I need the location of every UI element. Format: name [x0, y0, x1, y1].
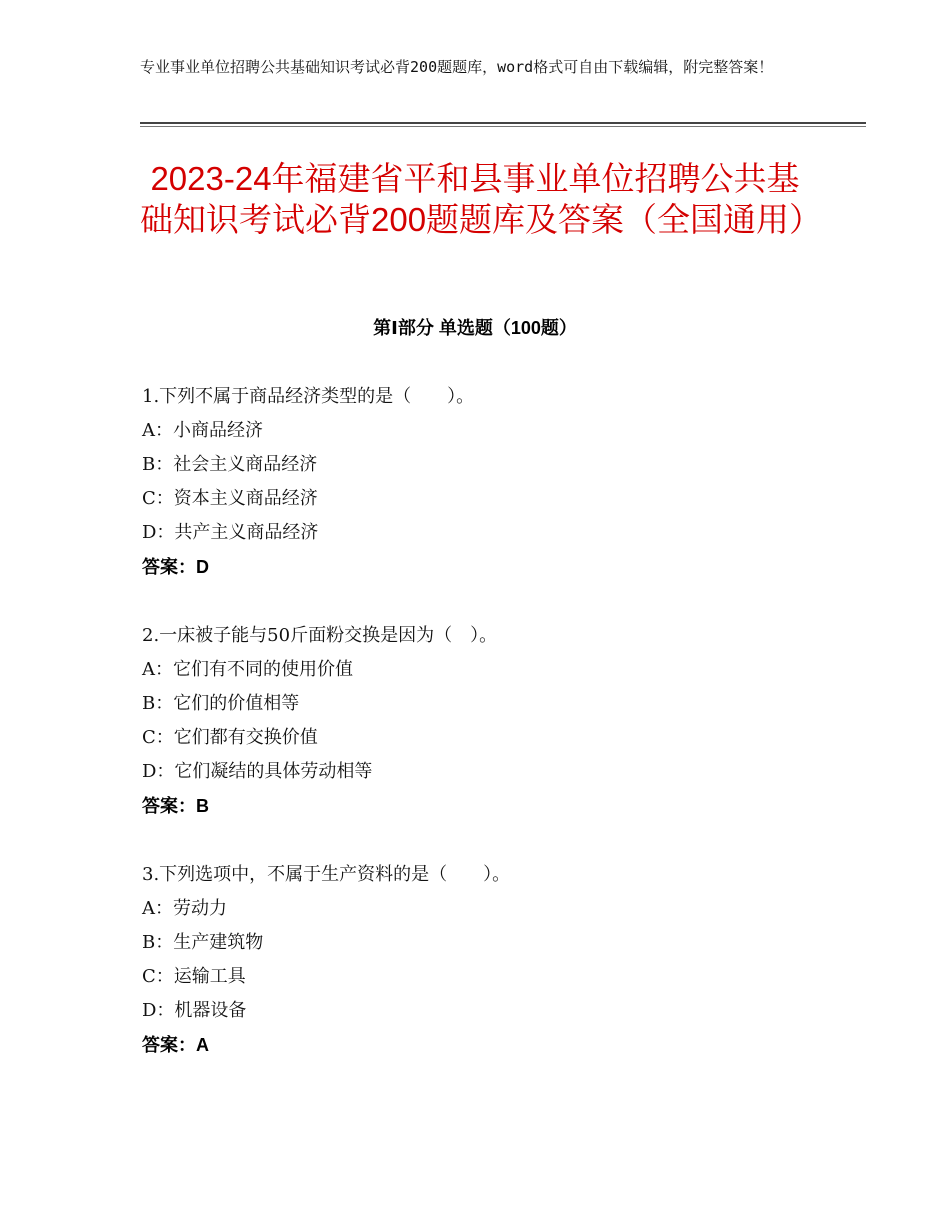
- option-b: B：社会主义商品经济: [142, 454, 318, 475]
- option-b: B：生产建筑物: [142, 932, 264, 953]
- option-d: D：机器设备: [142, 1000, 247, 1021]
- question-stem: 1.下列不属于商品经济类型的是（ ）。: [142, 386, 475, 407]
- option-c: C：资本主义商品经济: [142, 488, 318, 509]
- section-title: 第Ⅰ部分 单选题（100题）: [373, 318, 577, 338]
- answer: 答案：D: [142, 557, 209, 577]
- option-a: A：劳动力: [142, 898, 227, 919]
- option-a: A：它们有不同的使用价值: [142, 659, 353, 680]
- option-d: D：它们凝结的具体劳动相等: [142, 761, 373, 782]
- option-c: C：运输工具: [142, 966, 246, 987]
- answer: 答案：B: [142, 796, 209, 816]
- option-c: C：它们都有交换价值: [142, 727, 318, 748]
- question-list: [142, 383, 842, 1065]
- option-d: D：共产主义商品经济: [142, 522, 319, 543]
- answer: 答案：A: [142, 1035, 209, 1055]
- question-stem: 2.一床被子能与50斤面粉交换是因为（ ）。: [142, 625, 498, 646]
- document-title: 2023-24年福建省平和县事业单位招聘公共基础知识考试必背200题题库及答案（全国通用）: [140, 160, 823, 238]
- question-spacer: [142, 826, 842, 861]
- question-stem: 3.下列选项中，不属于生产资料的是（ ）。: [142, 864, 511, 885]
- option-b: B：它们的价值相等: [142, 693, 300, 714]
- header-divider-thick: [140, 122, 866, 124]
- question-spacer: [142, 587, 842, 622]
- question-2: [142, 622, 842, 826]
- option-a: A：小商品经济: [142, 420, 263, 441]
- question-1: [142, 383, 842, 587]
- header-note: 专业事业单位招聘公共基础知识考试必背200题题库，word格式可自由下载编辑，附完整答案！: [140, 58, 774, 76]
- header-divider-thin: [140, 126, 866, 127]
- question-3: [142, 861, 842, 1065]
